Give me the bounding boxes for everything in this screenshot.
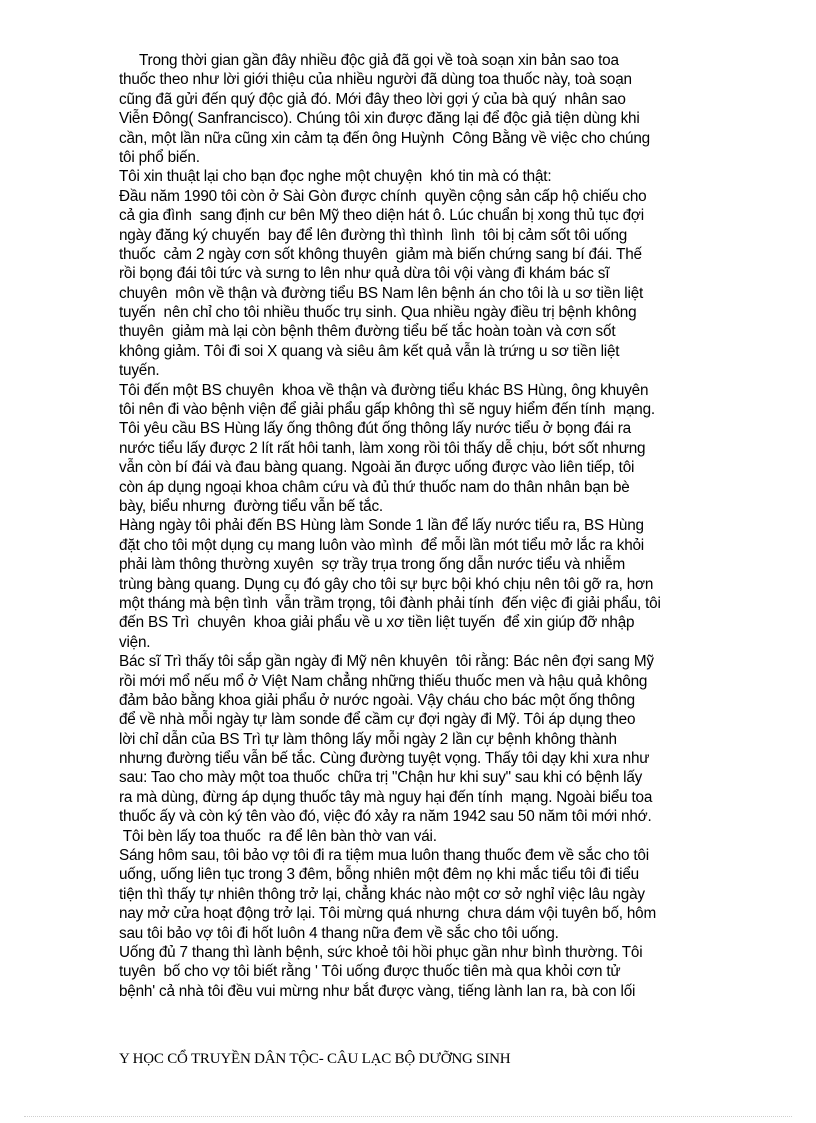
text-line: sau: Tao cho mày một toa thuốc chữa trị "Chận hư khi suy" sau khi có bệnh lấy: [119, 769, 643, 787]
text-line: trùng bàng quang. Dụng cụ đó gây cho tôi sự bực bội khó chịu nên tôi gỡ ra, hơn: [119, 575, 654, 593]
page-footer: Y HỌC CỔ TRUYỀN DÂN TỘC- CÂU LẠC BỘ DƯỠNG SINH: [119, 1051, 511, 1067]
text-line: tiện thì thấy tự nhiên thông trở lại, chẳng khác nào một cơ sở nghỉ việc lâu ngày: [119, 885, 645, 903]
text-line: lời chỉ dẫn của BS Trì tự làm thông lấy mỗi ngày 2 lần cự bệnh không thành: [119, 730, 617, 748]
text-line: không giảm. Tôi đi soi X quang và siêu âm kết quả vẫn là trứng u sơ tiền liệt: [119, 342, 620, 360]
text-line: thuốc theo như lời giới thiệu của nhiều người đã dùng toa thuốc này, toà soạn: [119, 71, 632, 89]
text-line: Trong thời gian gần đây nhiều độc giả đã gọi về toà soạn xin bản sao toa: [119, 52, 619, 69]
text-line: để về nhà mỗi ngày tự làm sonde để cầm cự đợi ngày đi Mỹ. Tôi áp dụng theo: [119, 711, 636, 729]
text-line: nước tiểu lấy được 2 lít rất hôi tanh, làm xong rồi tôi thấy dễ chịu, bớt sốt nhưng: [119, 439, 646, 457]
text-line: tuyến.: [119, 362, 160, 380]
article-body: [119, 51, 719, 1001]
text-line: Tôi bèn lấy toa thuốc ra để lên bàn thờ van vái.: [119, 827, 437, 845]
text-line: thuốc ấy và còn ký tên vào đó, việc đó xảy ra năm 1942 sau 50 năm tôi mới nhớ.: [119, 808, 652, 826]
text-line: cần, một lần nữa cũng xin cảm tạ đến ông Huỳnh Công Bằng về việc cho chúng: [119, 129, 650, 147]
text-line: bệnh' cả nhà tôi đều vui mừng như bắt được vàng, tiếng lành lan ra, bà con lối: [119, 982, 636, 1000]
text-line: tôi phổ biến.: [119, 148, 200, 166]
text-line: tôi nên đi vào bệnh viện để giải phẩu gấp không thì sẽ nguy hiểm đến tính mạng.: [119, 401, 655, 419]
text-line: Tôi đến một BS chuyên khoa về thận và đường tiểu khác BS Hùng, ông khuyên: [119, 381, 649, 399]
text-line: đến BS Trì chuyên khoa giải phẩu về u xơ tiền liệt tuyến để xin giúp đỡ nhập: [119, 614, 635, 632]
text-line: Hàng ngày tôi phải đến BS Hùng làm Sonde 1 lần để lấy nước tiểu ra, BS Hùng: [119, 517, 644, 535]
text-line: vẫn còn bí đái và đau bàng quang. Ngoài ăn được uống được vào liên tiếp, tôi: [119, 459, 635, 477]
text-line: Đầu năm 1990 tôi còn ở Sài Gòn được chính quyền cộng sản cấp hộ chiếu cho: [119, 187, 647, 205]
text-line: thuyên giảm mà lại còn bệnh thêm đường tiểu bế tắc hoàn toàn và cơn sốt: [119, 323, 616, 341]
text-line: một tháng mà bện tình vẫn trầm trọng, tôi đành phải tính đến việc đi giải phẩu, tôi: [119, 594, 661, 612]
text-line: viện.: [119, 633, 151, 651]
text-line: cả gia đình sang định cư bên Mỹ theo diện hát ô. Lúc chuẩn bị xong thủ tục đợi: [119, 207, 644, 225]
text-line: Uống đủ 7 thang thì lành bệnh, sức khoẻ tôi hồi phục gần như bình thường. Tôi: [119, 943, 643, 961]
text-line: phải làm thông thường xuyên sợ trầy trụa trong ống dẫn nước tiểu và nhiễm: [119, 556, 626, 574]
text-line: cũng đã gửi đến quý độc giả đó. Mới đây theo lời gợi ý của bà quý nhân sao: [119, 90, 626, 108]
text-line: Tôi yêu cầu BS Hùng lấy ống thông đút ống thông lấy nước tiểu ở bọng đái ra: [119, 420, 631, 438]
text-line: thuốc cảm 2 ngày cơn sốt không thuyên giảm mà biến chứng sang bí đái. Thế: [119, 245, 642, 263]
text-line: Tôi xin thuật lại cho bạn đọc nghe một chuyện khó tin mà có thật:: [119, 168, 552, 186]
text-line: Viễn Đông( Sanfrancisco). Chúng tôi xin được đăng lại để độc giả tiện dùng khi: [119, 110, 640, 128]
text-line: nhưng đường tiểu vẫn bế tắc. Cùng đường tuyệt vọng. Thấy tôi dạy khi xưa như: [119, 750, 650, 768]
text-line: Bác sĩ Trì thấy tôi sắp gần ngày đi Mỹ nên khuyên tôi rằng: Bác nên đợi sang Mỹ: [119, 653, 654, 671]
text-line: sau tôi bảo vợ tôi đi hốt luôn 4 thang nữa đem về sắc cho tôi uống.: [119, 924, 559, 942]
text-line: bày, biểu nhưng đường tiểu vẫn bế tắc.: [119, 497, 383, 515]
text-line: ngày đăng ký chuyến bay để lên đường thì thình lình tôi bị cảm sốt tôi uống: [119, 226, 628, 244]
text-line: rồi mới mổ nếu mổ ở Việt Nam chẳng những thiếu thuốc men và hậu quả không: [119, 672, 648, 690]
text-line: tuyên bố cho vợ tôi biết rằng ' Tôi uống được thuốc tiên mà qua khỏi cơn tử: [119, 963, 621, 981]
text-line: uống, uống liên tục trong 3 đêm, bỗng nhiên một đêm nọ khi mắc tiểu tôi đi tiểu: [119, 866, 639, 884]
text-line: ra mà dùng, đừng áp dụng thuốc tây mà nguy hại đến tính mạng. Ngoài biểu toa: [119, 788, 653, 806]
text-line: rồi bọng đái tôi tức và sưng to lên như quả dừa tôi vội vàng đi khám bác sĩ: [119, 265, 610, 283]
text-line: đảm bảo bằng khoa giải phẩu ở nước ngoài. Vậy cháu cho bác một ống thông: [119, 691, 635, 709]
text-line: đặt cho tôi một dụng cụ mang luôn vào mình để mỗi lần mót tiểu mở lắc ra khỏi: [119, 536, 645, 554]
text-line: Sáng hôm sau, tôi bảo vợ tôi đi ra tiệm mua luôn thang thuốc đem về sắc cho tôi: [119, 847, 649, 865]
text-line: tuyến nên chỉ cho tôi nhiều thuốc trụ sinh. Qua nhiều ngày điều trị bệnh không: [119, 304, 637, 322]
text-line: còn áp dụng ngoại khoa châm cứu và đủ thứ thuốc nam do thân nhân bạn bè: [119, 478, 630, 496]
text-line: nay mở cửa hoạt động trở lại. Tôi mừng quá nhưng chưa dám vội tuyên bố, hôm: [119, 905, 657, 923]
page-bottom-divider: [24, 1116, 792, 1117]
text-line: chuyên môn về thận và đường tiểu BS Nam lên bệnh án cho tôi là u sơ tiền liệt: [119, 284, 644, 302]
